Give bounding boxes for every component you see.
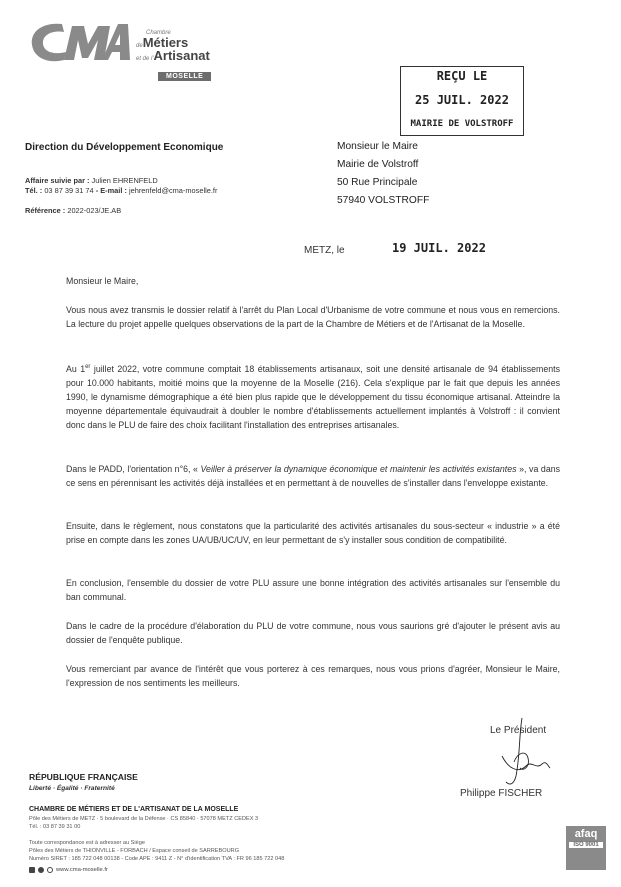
logo-artisanat: Artisanat <box>153 48 210 63</box>
logo-line-chambre: Chambre <box>146 30 171 36</box>
footer-tel: Tél. : 03 87 39 31 00 <box>29 824 81 830</box>
signature-name: Philippe FISCHER <box>460 788 543 799</box>
case-value: Julien EHRENFELD <box>91 176 158 185</box>
stamp-place: MAIRIE DE VOLSTROFF <box>410 119 514 129</box>
globe-icon <box>47 867 53 873</box>
paragraph-2 <box>66 360 560 432</box>
logo-metiers: Métiers <box>142 35 189 50</box>
stamp-title: REÇU LE <box>436 69 488 83</box>
handwritten-signature <box>492 716 552 790</box>
afaq-certification-badge <box>566 826 606 870</box>
paragraph-5: En conclusion, l'ensemble du dossier de votre PLU assure une bonne intégration des activités artisanales sur l'ensemble du ban communal. <box>66 578 560 602</box>
footer-note-1: Toute correspondance est à adresser au Siège <box>29 840 145 846</box>
recipient-line-2: Mairie de Volstroff <box>337 159 419 170</box>
signature-role: Le Président <box>490 725 547 736</box>
date-stamp: 19 JUIL. 2022 <box>392 241 486 255</box>
cert-brand: afaq <box>574 828 598 840</box>
case-handler <box>25 176 158 185</box>
footer-note-2: Pôles des Métiers de THIONVILLE - FORBACH / Espace conseil de SARREBOURG <box>29 848 240 854</box>
logo-et: et de l' <box>136 56 154 62</box>
ref-label: Référence : <box>25 206 66 215</box>
logo-department: MOSELLE <box>158 72 211 81</box>
cma-logo <box>28 18 130 66</box>
date-place: METZ, le <box>304 245 345 256</box>
republic-motto: Liberté · Égalité · Fraternité <box>29 785 115 792</box>
paragraph-6: Dans le cadre de la procédure d'élaboration du PLU de votre commune, nous vous saurions gré d'ajouter le présent avis au dossier de l'enquête publique. <box>66 621 560 645</box>
footer-address: Pôle des Métiers de METZ · 5 boulevard de la Défense · CS 85840 · 57078 METZ CEDEX 3 <box>29 816 259 822</box>
footer-org: CHAMBRE DE MÉTIERS ET DE L'ARTISANAT DE LA MOSELLE <box>29 806 239 813</box>
contact-line <box>25 186 217 195</box>
p3-start: Dans le PADD, l'orientation n°6, « <box>66 464 201 474</box>
website-link[interactable]: www.cma-moselle.fr <box>56 867 108 873</box>
paragraph-3 <box>66 462 560 490</box>
social-icon[interactable] <box>38 867 44 873</box>
ref-value: 2022-023/JE.AB <box>67 206 122 215</box>
p2-start: Au 1 <box>66 363 86 374</box>
stamp-date: 25 JUIL. 2022 <box>415 93 509 107</box>
p3-quote: Veiller à préserver la dynamique économique et maintenir les activités existantes <box>200 464 517 474</box>
recipient-line-3: 50 Rue Principale <box>337 177 418 188</box>
sender-department: Direction du Développement Economique <box>25 142 224 153</box>
p2-sup: er <box>85 364 91 370</box>
recipient-line-1: Monsieur le Maire <box>337 141 418 152</box>
paragraph-1: Vous nous avez transmis le dossier relatif à l'arrêt du Plan Local d'Urbanisme de votre commune et nous vous en remercions. La lecture du projet appelle quelques observations de la part de la Chambre de Métiers et de l'Artisanat de la Moselle. <box>66 305 560 329</box>
tel-label: Tél. : <box>25 186 43 195</box>
email-value[interactable]: jehrenfeld@cma-moselle.fr <box>128 186 218 195</box>
paragraph-7: Vous remerciant par avance de l'intérêt que vous porterez à ces remarques, nous vous prions d'agréer, Monsieur le Maire, l'expression de nos sentiments les meilleurs. <box>66 664 560 688</box>
footer-web <box>29 867 108 873</box>
cert-iso: ISO 9001 <box>569 842 603 848</box>
footer-note-3: Numéro SIRET : 185 722 048 00138 - Code APE : 9411 Z - N° d'identification TVA : FR 96 185 722 048 <box>29 856 285 862</box>
p3-rest: », va dans ce sens en pérennisant les activités déjà installées et en permettant à de nouvelles de s'installer dans l'enveloppe existante. <box>66 464 561 488</box>
p2-rest: juillet 2022, votre commune comptait 18 établissements artisanaux, soit une densité artisanale de 94 établissements pour 10.000 habitants, moitié moins que la moyenne de la Moselle (216). Cela s'explique par le fait que depuis les années 1990, le dynamisme démographique a été bien plus rapide que le développement du tissu économique artisanal. Atteindre la moyenne départementale équivaudrait à doubler le nombre d'établissements actuellement implantés à Volstroff : il convient donc dans le PLU de faire des choix facilitant l'installation des entreprises artisanales. <box>66 363 560 430</box>
tel-value: 03 87 39 31 74 <box>44 186 94 195</box>
reference-line <box>25 206 121 215</box>
logo-de: de <box>136 43 143 49</box>
logo-text <box>136 30 210 62</box>
received-stamp <box>400 66 524 136</box>
facebook-icon[interactable] <box>29 867 35 873</box>
salutation: Monsieur le Maire, <box>66 276 139 286</box>
republic-label: RÉPUBLIQUE FRANÇAISE <box>29 772 138 782</box>
recipient-line-4: 57940 VOLSTROFF <box>337 195 430 206</box>
paragraph-4: Ensuite, dans le règlement, nous constatons que la particularité des activités artisanales du sous-secteur « industrie » a été prise en compte dans les zones UA/UB/UC/UV, en leur permettant de s'y installer sous condition de compatibilité. <box>66 521 560 545</box>
case-label: Affaire suivie par : <box>25 176 90 185</box>
email-label: - E-mail : <box>95 186 127 195</box>
